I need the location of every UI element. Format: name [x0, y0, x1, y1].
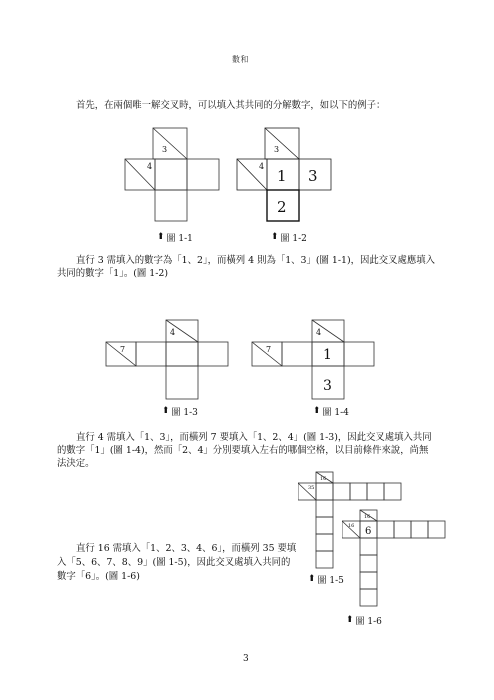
row-clue: 7: [266, 345, 272, 354]
col-clue: 3: [162, 145, 168, 154]
paragraph-4-line-1: 直行 16 需填入「1、2、3、4、6」，而橫列 35 要填: [76, 543, 297, 554]
row-clue: 4: [259, 162, 265, 171]
col-clue: 16: [364, 514, 371, 520]
paragraph-intro: 首先，在兩個唯一解交叉時，可以填入其共同的分解數字，如以下的例子：: [76, 100, 386, 111]
figure-1-4: [250, 318, 380, 403]
paragraph-4-line-2: 入「5、6、7、8、9」(圖 1-5)，因此交叉處填入共同的: [57, 557, 291, 568]
col-clue: 16: [320, 476, 327, 482]
figure-1-1: [120, 124, 230, 224]
cell-right: 3: [308, 167, 318, 185]
up-arrow-icon: ⬆: [162, 406, 170, 416]
page-header: 數和: [232, 55, 249, 64]
figure-1-6: [342, 508, 454, 618]
up-arrow-icon: ⬆: [308, 574, 316, 584]
row-clue: 4: [147, 162, 153, 171]
caption-fig-1-5: ⬆ 圖 1-5: [308, 574, 344, 586]
paragraph-3-line-2: 的數字「1」(圖 1-4)，然而「2、4」分別要填入左右的哪個空格，以目前條件來說，尚無: [57, 445, 429, 456]
row-clue: 7: [120, 345, 126, 354]
col-clue: 4: [316, 328, 322, 337]
up-arrow-icon: ⬆: [271, 232, 279, 242]
up-arrow-icon: ⬆: [346, 615, 354, 625]
figure-1-2: [232, 124, 342, 224]
col-clue: 4: [170, 328, 176, 337]
row-clue: 16: [348, 523, 355, 529]
caption-fig-1-4: ⬆ 圖 1-4: [313, 406, 349, 418]
paragraph-4-line-3: 數字「6」。(圖 1-6): [57, 571, 140, 582]
paragraph-3-line-3: 法決定。: [57, 458, 95, 469]
paragraph-2-line-1: 直行 3 需填入的數字為「1、2」，而橫列 4 則為「1、3」(圖 1-1)，因此交叉處應填入: [76, 255, 436, 266]
caption-fig-1-6: ⬆ 圖 1-6: [346, 615, 382, 627]
page-number: 3: [243, 654, 249, 664]
paragraph-2-line-2: 共同的數字「1」。(圖 1-2): [57, 268, 169, 279]
row-clue: 35: [308, 485, 315, 491]
cell-below: 2: [277, 198, 287, 216]
up-arrow-icon: ⬆: [313, 406, 321, 416]
caption-fig-1-2: ⬆ 圖 1-2: [271, 232, 307, 244]
col-clue: 3: [274, 145, 280, 154]
cell-center: 1: [323, 347, 332, 363]
caption-fig-1-3: ⬆ 圖 1-3: [162, 406, 198, 418]
cell-center: 6: [365, 526, 372, 537]
cell-below: 3: [323, 378, 332, 394]
paragraph-3-line-1: 直行 4 需填入「1、3」，而橫列 7 要填入「1、2、4」(圖 1-3)，因此交叉處填入共同: [76, 432, 432, 443]
cell-center: 1: [277, 167, 287, 185]
figure-1-3: [100, 318, 240, 403]
caption-fig-1-1: ⬆ 圖 1-1: [157, 232, 193, 244]
up-arrow-icon: ⬆: [157, 232, 165, 242]
